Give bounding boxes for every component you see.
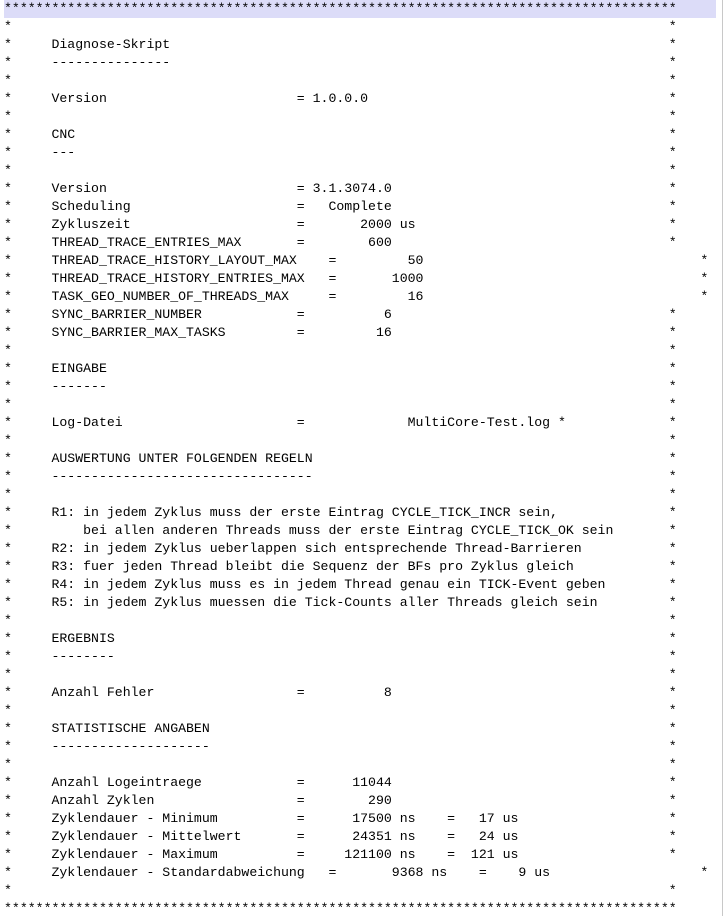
log-line: * AUSWERTUNG UNTER FOLGENDEN REGELN *: [4, 451, 677, 466]
log-line: * SYNC_BARRIER_NUMBER = 6 *: [4, 307, 677, 322]
log-line: * *: [4, 613, 677, 628]
log-line: * CNC *: [4, 127, 677, 142]
log-line: * ------- *: [4, 379, 677, 394]
log-line: * *: [4, 667, 677, 682]
log-line: * R4: in jedem Zyklus muss es in jedem Thread genau ein TICK-Event geben *: [4, 577, 677, 592]
log-line: * Zyklendauer - Minimum = 17500 ns = 17 us *: [4, 811, 677, 826]
log-line: * EINGABE *: [4, 361, 677, 376]
log-line: * Log-Datei = MultiCore-Test.log * *: [4, 415, 677, 430]
log-line: * R3: fuer jeden Thread bleibt die Sequenz der BFs pro Zyklus gleich *: [4, 559, 677, 574]
log-line: * Zykluszeit = 2000 us *: [4, 217, 677, 232]
log-line: * R5: in jedem Zyklus muessen die Tick-Counts aller Threads gleich sein *: [4, 595, 677, 610]
log-line: * Zyklendauer - Standardabweichung = 9368 ns = 9 us *: [4, 865, 709, 880]
log-line: * -------- *: [4, 649, 677, 664]
log-line: * Anzahl Fehler = 8 *: [4, 685, 677, 700]
log-line: * *: [4, 703, 677, 718]
log-line: * --------------------------------- *: [4, 469, 677, 484]
log-line: * SYNC_BARRIER_MAX_TASKS = 16 *: [4, 325, 677, 340]
log-line: * Zyklendauer - Maximum = 121100 ns = 121 us *: [4, 847, 677, 862]
log-line: * THREAD_TRACE_ENTRIES_MAX = 600 *: [4, 235, 677, 250]
log-line: * THREAD_TRACE_HISTORY_ENTRIES_MAX = 1000 *: [4, 271, 709, 286]
log-line: * -------------------- *: [4, 739, 677, 754]
log-text[interactable]: [4, 0, 716, 916]
log-line: * *: [4, 163, 677, 178]
log-line: * Diagnose-Skript *: [4, 37, 677, 52]
log-line: * Anzahl Logeintraege = 11044 *: [4, 775, 677, 790]
log-line: * *: [4, 19, 677, 34]
log-line: * THREAD_TRACE_HISTORY_LAYOUT_MAX = 50 *: [4, 253, 709, 268]
log-line: * TASK_GEO_NUMBER_OF_THREADS_MAX = 16 *: [4, 289, 709, 304]
log-line: * *: [4, 343, 677, 358]
log-line: * *: [4, 397, 677, 412]
log-line: * STATISTISCHE ANGABEN *: [4, 721, 677, 736]
log-line: * Zyklendauer - Mittelwert = 24351 ns = 24 us *: [4, 829, 677, 844]
log-line: * Version = 3.1.3074.0 *: [4, 181, 677, 196]
log-line: * *: [4, 757, 677, 772]
log-line: * *: [4, 883, 677, 898]
log-line: * *: [4, 433, 677, 448]
log-line: * --------------- *: [4, 55, 677, 70]
log-line: * bei allen anderen Threads muss der erste Eintrag CYCLE_TICK_OK sein *: [4, 523, 677, 538]
log-line: *************************************************************************************: [4, 901, 677, 916]
log-line: * Scheduling = Complete *: [4, 199, 677, 214]
log-line: * R1: in jedem Zyklus muss der erste Eintrag CYCLE_TICK_INCR sein, *: [4, 505, 677, 520]
log-line: * *: [4, 109, 677, 124]
log-line: *************************************************************************************: [4, 0, 716, 18]
log-line: * *: [4, 487, 677, 502]
log-line: * ERGEBNIS *: [4, 631, 677, 646]
log-line: * Anzahl Zyklen = 290 *: [4, 793, 677, 808]
log-line: * --- *: [4, 145, 677, 160]
log-line: * Version = 1.0.0.0 *: [4, 91, 677, 106]
log-line: * R2: in jedem Zyklus ueberlappen sich entsprechende Thread-Barrieren *: [4, 541, 677, 556]
log-line: * *: [4, 73, 677, 88]
